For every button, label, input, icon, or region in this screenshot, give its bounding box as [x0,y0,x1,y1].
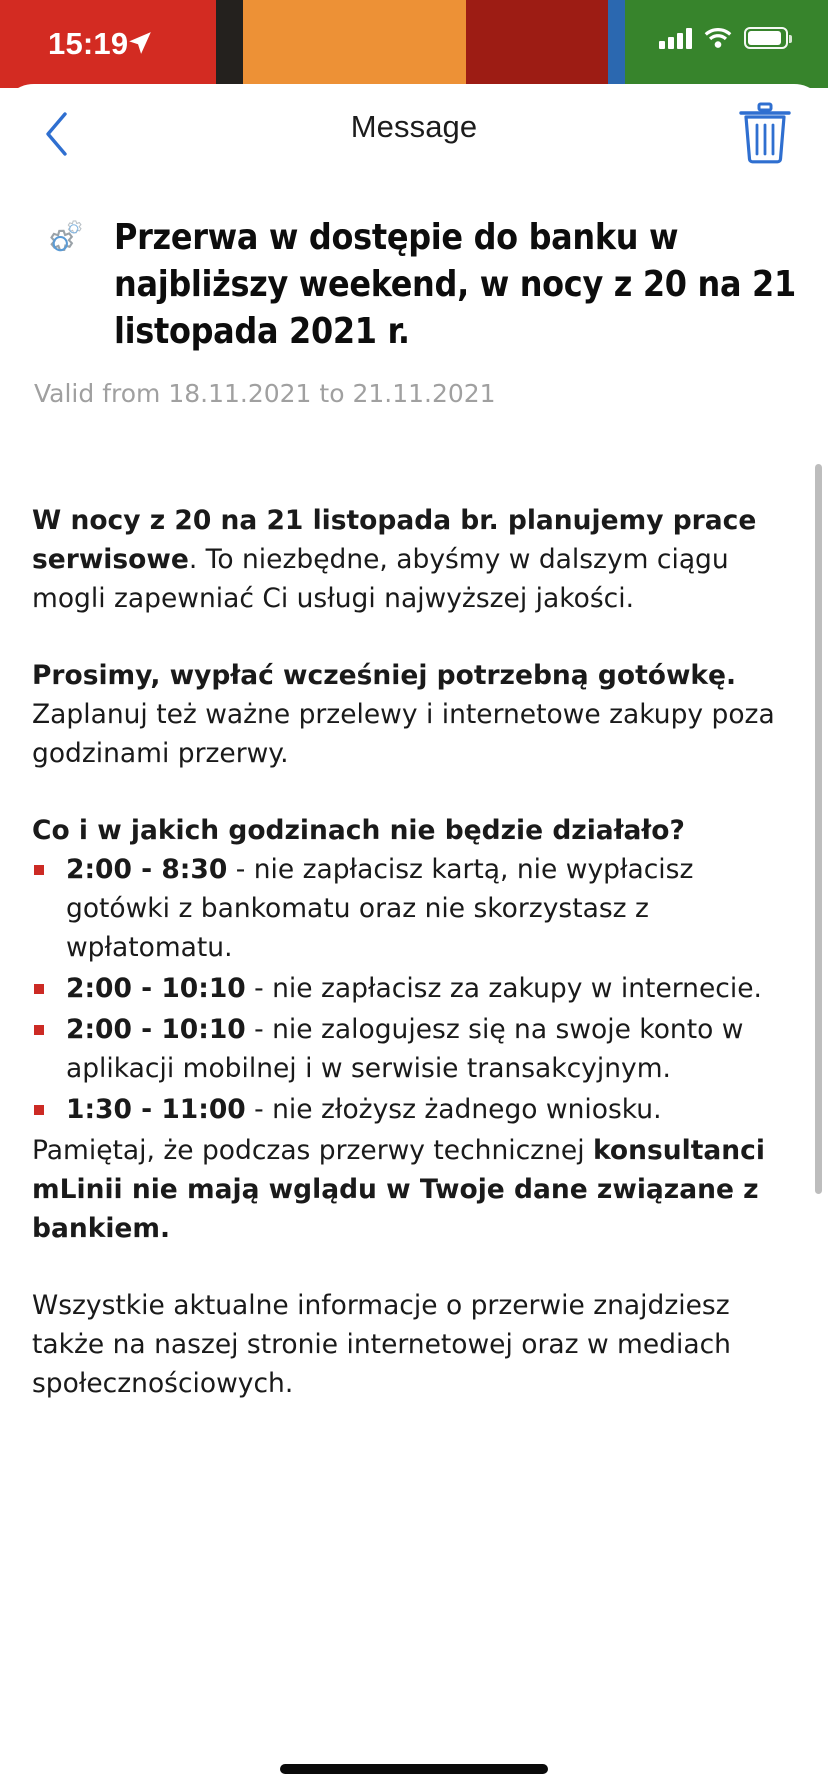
list-item [32,969,794,1008]
outage-time: 1:30 - 11:00 [66,1094,246,1125]
trash-icon [737,102,793,164]
list-item [32,1090,794,1129]
message-validity: Valid from 18.11.2021 to 21.11.2021 [34,379,496,408]
status-band-orange [243,0,466,88]
paragraph-1-rest: . To niezbędne, abyśmy w dalszym ciągu mogli zapewniać Ci usługi najwyższej jakości. [32,544,729,614]
outage-text: - nie zapłacisz za zakupy w internecie. [245,973,762,1004]
chevron-left-icon [43,111,69,157]
list-heading-text: Co i w jakich godzinach nie będzie działało? [32,815,685,846]
status-band-red [0,0,216,88]
delete-button[interactable] [734,100,796,166]
paragraph-1-bold: W nocy z 20 na 21 listopada br. planujemy prace serwisowe [32,505,757,575]
gears-icon [30,218,88,272]
list-item [32,850,794,967]
outage-time: 2:00 - 10:10 [66,1014,246,1045]
message-title: Przerwa w dostępie do banku w najbliższy weekend, w nocy z 20 na 21 listopada 2021 r. [114,217,796,352]
message-header [0,170,828,409]
page-title: Message [350,109,478,144]
vertical-scrollbar[interactable] [815,464,822,1194]
home-indicator[interactable] [280,1764,548,1774]
paragraph-3-normal: Pamiętaj, że podczas przerwy technicznej [32,1135,593,1166]
outage-hours-list [32,850,794,1129]
outage-text: - nie zalogujesz się na swoje konto w aplikacji mobilnej i w serwisie transakcyjnym. [66,1014,744,1084]
outage-time: 2:00 - 10:10 [66,973,246,1004]
status-band-blue [608,0,625,88]
back-button[interactable] [28,106,84,162]
message-body [0,501,828,1403]
status-band-dark [216,0,243,88]
status-bar [0,0,828,88]
outage-text: - nie zapłacisz kartą, nie wypłacisz gotówki z bankomatu oraz nie skorzystasz z wpłatomatu. [66,854,694,963]
paragraph-4: Wszystkie aktualne informacje o przerwie znajdziesz także na naszej stronie internetowej oraz w mediach społecznościowych. [32,1290,731,1399]
status-band-green [625,0,828,88]
paragraph-2-bold: Prosimy, wypłać wcześniej potrzebną gotówkę. [32,660,737,691]
paragraph-1 [32,501,794,618]
paragraph-2 [32,656,794,773]
paragraph-3-end: . [160,1213,171,1244]
message-sheet [0,84,828,1792]
status-time: 15:19 [48,26,129,61]
paragraph-3 [32,1131,794,1248]
nav-bar [0,84,828,170]
paragraph-2-rest: Zaplanuj też ważne przelewy i internetowe zakupy poza godzinami przerwy. [32,699,775,769]
paragraph-3-bold: konsultanci mLinii nie mają wglądu w Twoje dane związane z bankiem [32,1135,765,1244]
status-band-darkred [466,0,608,88]
outage-time: 2:00 - 8:30 [66,854,228,885]
outage-text: - nie złożysz żadnego wniosku. [245,1094,662,1125]
list-item [32,1010,794,1088]
list-heading [32,811,794,850]
